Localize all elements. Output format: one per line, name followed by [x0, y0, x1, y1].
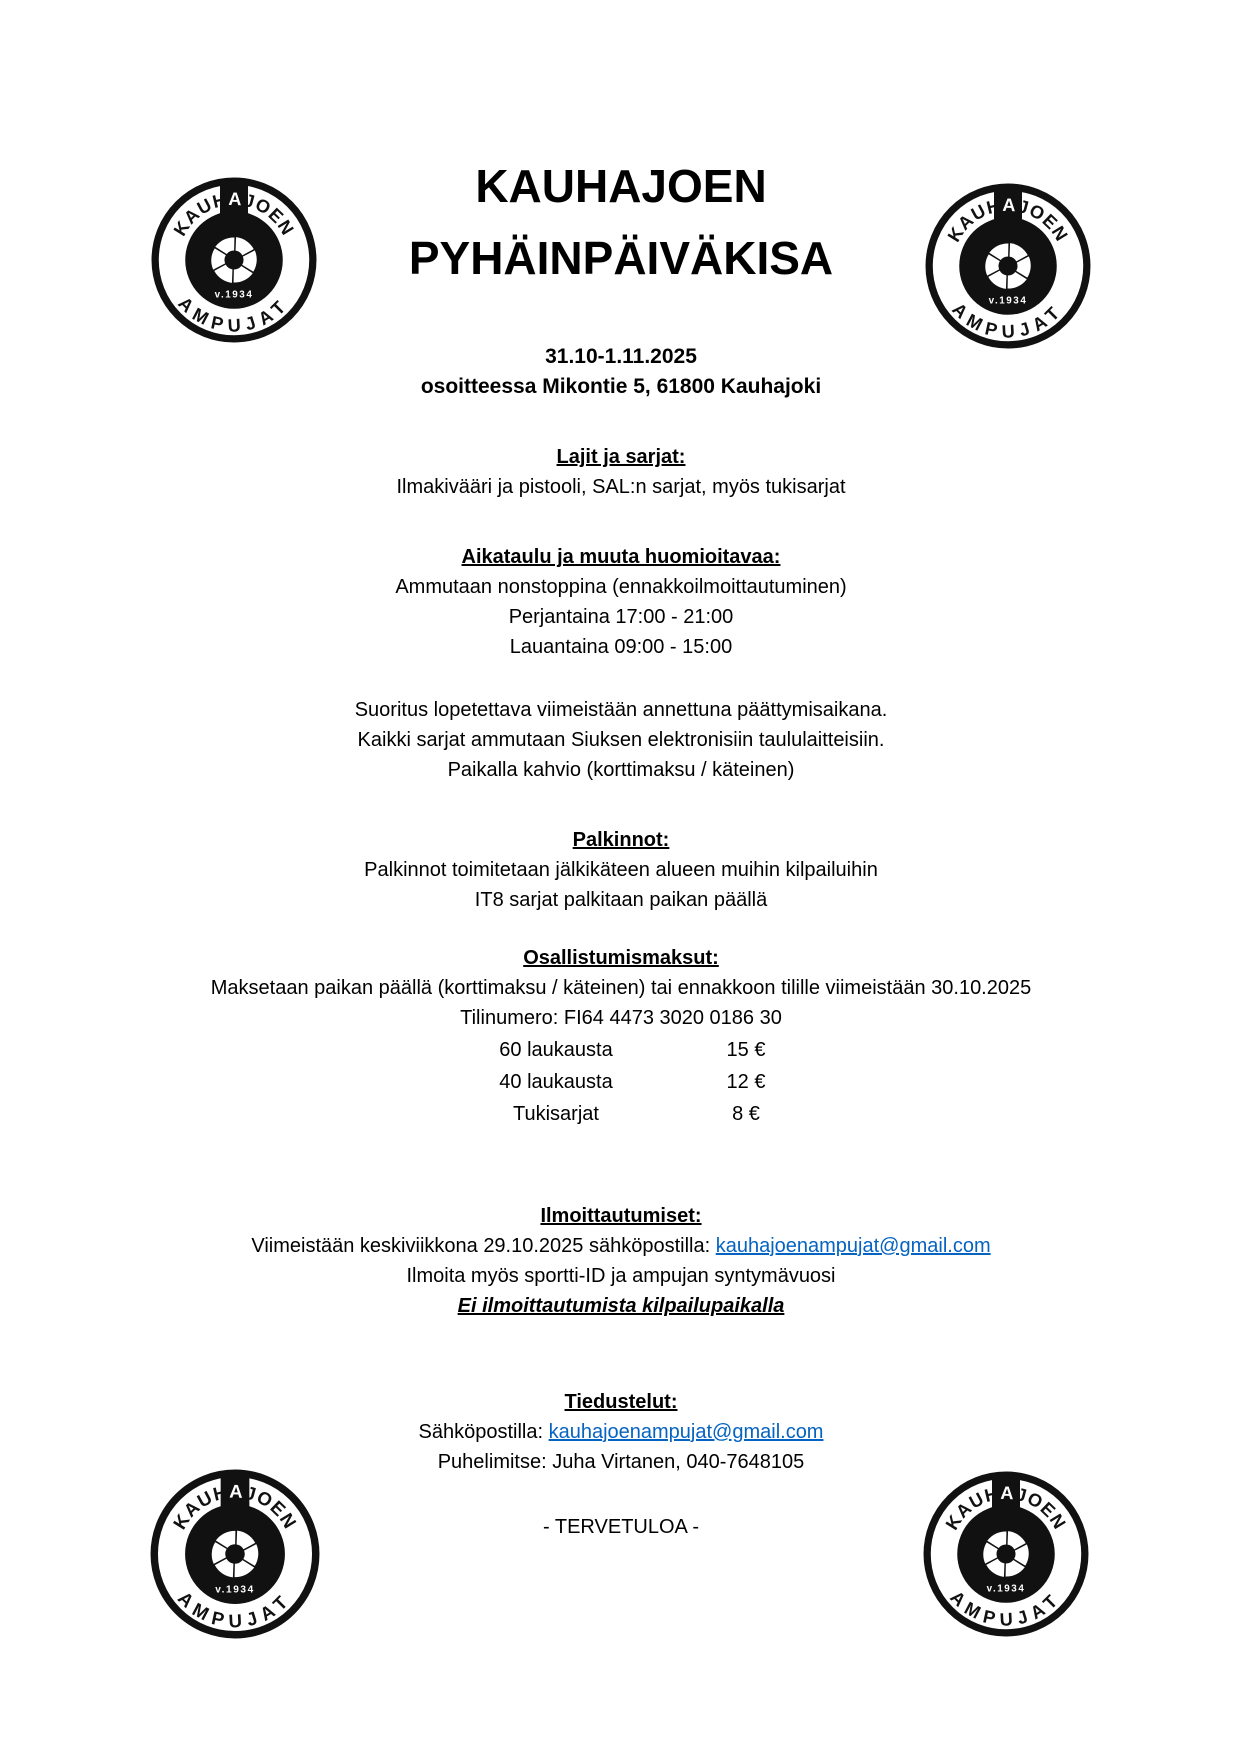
price-value: 8 € [732, 1103, 760, 1125]
aikataulu-note-1: Suoritus lopetettava viimeistään annettuna päättymisaikana. [354, 699, 888, 721]
registration-instructions-line [0, 1231, 1242, 1261]
palkinnot-line-1: Palkinnot toimitetaan jälkikäteen alueen muihin kilpailuihin [364, 859, 878, 881]
registration-email-link[interactable]: kauhajoenampujat@gmail.com [715, 1235, 991, 1257]
aikataulu-nonstop-line: Ammutaan nonstoppina (ennakkoilmoittautuminen) [395, 576, 847, 598]
price-label: Tukisarjat [513, 1103, 599, 1125]
registration-sportti-id-line: Ilmoita myös sportti-ID ja ampujan syntymävuosi [406, 1265, 836, 1287]
event-address: osoitteessa Mikontie 5, 61800 Kauhajoki [420, 375, 822, 398]
maksut-payment-line: Maksetaan paikan päällä (korttimaksu / käteinen) tai ennakkoon tilille viimeistään 30.10.2025 [210, 977, 1032, 999]
section-heading-lajit: Lajit ja sarjat: [556, 446, 686, 468]
section-heading-palkinnot: Palkinnot: [572, 829, 670, 851]
palkinnot-line-2: IT8 sarjat palkitaan paikan päällä [474, 889, 768, 911]
price-row [0, 1067, 1242, 1097]
section-heading-ilmoittautumiset: Ilmoittautumiset: [540, 1205, 702, 1227]
inquiries-email-line [0, 1417, 1242, 1447]
aikataulu-saturday-line: Lauantaina 09:00 - 15:00 [509, 636, 733, 658]
price-label: 40 laukausta [499, 1071, 613, 1093]
price-value: 15 € [726, 1039, 766, 1061]
no-onsite-registration-note: Ei ilmoittautumista kilpailupaikalla [457, 1295, 785, 1317]
maksut-account-line: Tilinumero: FI64 4473 3020 0186 30 [460, 1007, 782, 1029]
welcome-text: - TERVETULOA - [543, 1516, 699, 1538]
price-label: 60 laukausta [499, 1039, 613, 1061]
price-row [0, 1099, 1242, 1129]
inquiries-phone-line: Puhelimitse: Juha Virtanen, 040-7648105 [437, 1451, 805, 1473]
section-heading-maksut: Osallistumismaksut: [523, 947, 719, 969]
aikataulu-note-3: Paikalla kahvio (korttimaksu / käteinen) [447, 759, 795, 781]
event-dates: 31.10-1.11.2025 [545, 345, 697, 368]
section-heading-aikataulu: Aikataulu ja muuta huomioitavaa: [461, 546, 781, 568]
registration-instructions-text: Viimeistään keskiviikkona 29.10.2025 sähköpostilla: [251, 1235, 716, 1257]
flyer-content [0, 150, 1242, 1542]
inquiries-email-link[interactable]: kauhajoenampujat@gmail.com [548, 1421, 824, 1443]
title-line-1: KAUHAJOEN [475, 160, 767, 212]
title-line-2: PYHÄINPÄIVÄKISA [408, 232, 834, 284]
inquiries-email-prefix: Sähköpostilla: [418, 1421, 549, 1443]
price-value: 12 € [726, 1071, 766, 1093]
lajit-line: Ilmakivääri ja pistooli, SAL:n sarjat, myös tukisarjat [396, 476, 846, 498]
price-row [0, 1035, 1242, 1065]
aikataulu-note-2: Kaikki sarjat ammutaan Siuksen elektronisiin taululaitteisiin. [357, 729, 885, 751]
section-heading-tiedustelut: Tiedustelut: [564, 1391, 678, 1413]
aikataulu-friday-line: Perjantaina 17:00 - 21:00 [508, 606, 734, 628]
